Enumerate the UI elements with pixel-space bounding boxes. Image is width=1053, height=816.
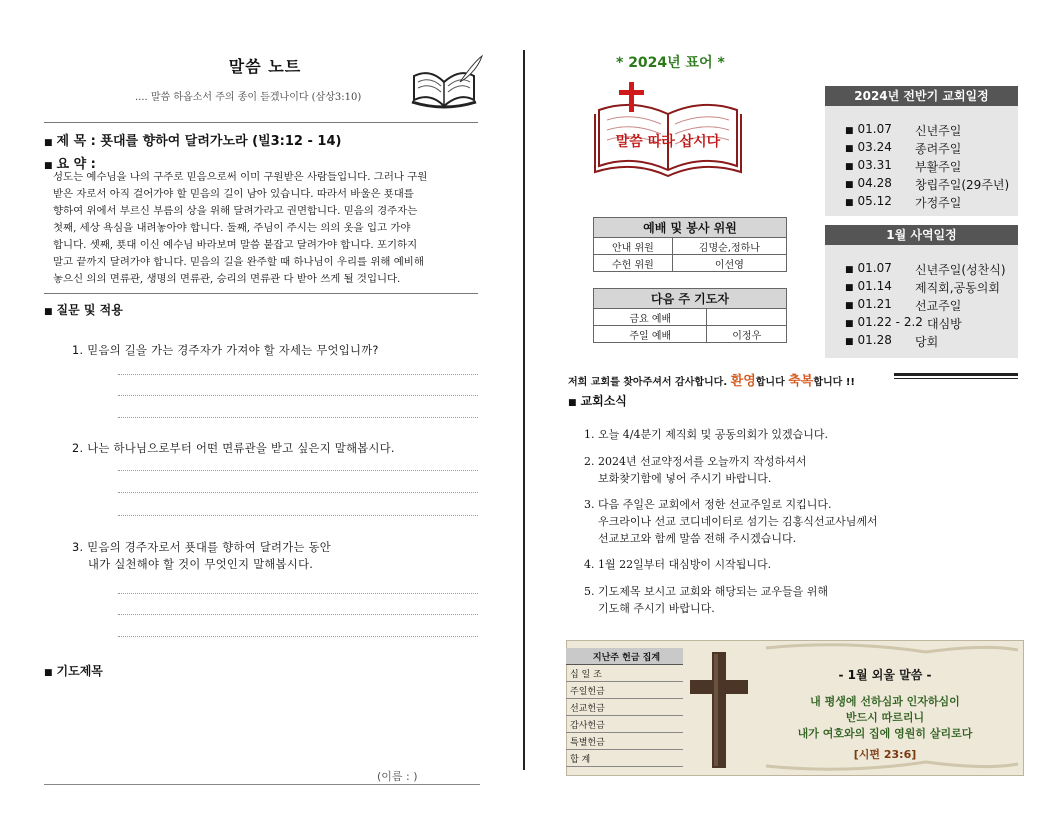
schedule-item: ■ 04.28 창립주일(29주년) (845, 176, 1010, 192)
answer-line[interactable] (118, 395, 478, 396)
schedule-item: ■ 05.12 가정주일 (845, 194, 962, 210)
table-row (594, 309, 787, 326)
summary-label: ■ 요 약 : (44, 157, 96, 172)
table-row: 합 계 (566, 750, 683, 767)
prayer-topics-label: ■ 기도제목 (44, 664, 103, 678)
notes-subtitle: .... 말씀 하옵소서 주의 종이 듣겠나이다 (삼상3:10) (135, 92, 362, 103)
answer-line[interactable] (118, 593, 478, 594)
table-row: 십 일 조 (566, 665, 683, 682)
january-schedule (825, 225, 1018, 358)
divider-rule (44, 293, 478, 294)
offering-header: 지난주 헌금 집계 (566, 648, 683, 665)
question-3: 3. 믿음의 경주자로서 푯대를 향하여 달려가는 동안 (72, 541, 331, 554)
welcome-message: 저희 교회를 찾아주셔서 감사합니다. 환영합니다 축복합니다 !! (568, 374, 855, 389)
role-cell: 안내 위원 (594, 238, 673, 255)
name-cell (707, 309, 787, 326)
schedule-item: ■ 01.14 제직회,공동의회 (845, 279, 1000, 295)
book-quill-icon (408, 52, 484, 110)
half-year-schedule (825, 86, 1018, 216)
answer-line[interactable] (118, 636, 478, 637)
table-row (594, 238, 787, 255)
table-row: 주일헌금 (566, 682, 683, 699)
schedule-item: ■ 01.07 신년주일 (845, 122, 962, 138)
year-motto: * 2024년 표어 * (616, 55, 725, 71)
questions-label: ■ 질문 및 적용 (44, 303, 123, 317)
verse-title: - 1월 외울 말씀 - (838, 668, 932, 682)
sermon-title: ■ 제 목 : 푯대를 향하여 달려가노라 (빌3:12 - 14) (44, 134, 342, 149)
name-cell: 이정우 (707, 326, 787, 343)
book-text: 말씀 따라 삽시다 (615, 134, 721, 150)
news-item: 3. 다음 주일은 교회에서 정한 선교주일로 지킵니다. 우크라이나 선교 코디네이터로 섬기는 김홍식선교사님께서 선교보고와 함께 말씀 전해 주시겠습니다. (584, 498, 878, 545)
answer-line[interactable] (118, 470, 478, 471)
table-row: 선교헌금 (566, 699, 683, 716)
schedule-item: ■ 01.28 당회 (845, 333, 939, 349)
schedule-item: ■ 01.07 신년주일(성찬식) (845, 261, 1006, 277)
question-3-cont: 내가 실천해야 할 것이 무엇인지 말해봅시다. (88, 558, 314, 571)
summary-line: 합니다. 셋째, 푯대 이신 예수님 바라보며 말씀 붙잡고 달려가야 합니다. 포기하지 (53, 239, 418, 251)
bible-icon (593, 80, 743, 180)
answer-line[interactable] (118, 614, 478, 615)
role-cell: 금요 예배 (594, 309, 707, 326)
summary-line: 놓으신 의의 면류관, 생명의 면류관, 승리의 면류관 다 받아 쓰게 될 것입니다. (53, 273, 401, 285)
schedule-item: ■ 03.24 종려주일 (845, 140, 962, 156)
welcome-rule (894, 378, 1018, 379)
answer-line[interactable] (118, 492, 478, 493)
memory-verse: 내 평생에 선하심과 인자하심이 반드시 따르리니 내가 여호와의 집에 영원히 살리로다 (797, 695, 973, 740)
table-row: 감사헌금 (566, 716, 683, 733)
summary-line: 말고 끝까지 달려가야 합니다. 믿음의 길을 완주할 때 하나님이 우리를 위해 예비해 (53, 256, 424, 268)
schedule-item: ■ 01.22 - 2.2 대심방 (845, 315, 962, 331)
next-prayer-table (593, 288, 787, 343)
schedule-header: 1월 사역일정 (825, 225, 1018, 245)
name-cell: 김명순,정하나 (672, 238, 786, 255)
service-committee-table (593, 217, 787, 272)
answer-line[interactable] (118, 515, 478, 516)
summary-body (53, 169, 479, 288)
column-divider (523, 50, 525, 770)
cross-icon (684, 650, 754, 770)
summary-line: 성도는 예수님을 나의 구주로 믿음으로써 이미 구원받은 사람들입니다. 그러나 구원 (53, 171, 428, 183)
welcome-rule (894, 373, 1018, 376)
role-cell: 주일 예배 (594, 326, 707, 343)
name-cell: 이선영 (672, 255, 786, 272)
schedule-item: ■ 01.21 선교주일 (845, 297, 962, 313)
schedule-item: ■ 03.31 부활주일 (845, 158, 962, 174)
schedule-header: 2024년 전반기 교회일정 (825, 86, 1018, 106)
verse-reference: [시편 23:6] (853, 748, 917, 761)
summary-line: 향하여 위에서 부르신 부름의 상을 위해 달려가라고 권면합니다. 믿음의 경주자는 (53, 205, 418, 217)
question-1: 1. 믿음의 길을 가는 경주자가 가져야 할 자세는 무엇입니까? (72, 344, 379, 357)
offering-table (566, 648, 683, 767)
notes-title: 말씀 노트 (228, 57, 302, 76)
news-item: 2. 2024년 선교약정서를 오늘까지 작성하셔서 보화찾기함에 넣어 주시기 바랍니다. (584, 455, 807, 485)
answer-line[interactable] (118, 417, 478, 418)
name-field[interactable]: (이름 : ) (377, 770, 418, 783)
summary-line: 받은 자로서 아직 걸어가야 할 믿음의 길이 남아 있습니다. 따라서 바울은 푯대를 (53, 188, 414, 200)
service-header: 예배 및 봉사 위원 (594, 218, 787, 238)
prayer-header: 다음 주 기도자 (594, 289, 787, 309)
role-cell: 수헌 위원 (594, 255, 673, 272)
church-news-label: ■ 교회소식 (568, 394, 627, 408)
table-row: 특별헌금 (566, 733, 683, 750)
news-item: 1. 오늘 4/4분기 제직회 및 공동의회가 있겠습니다. (584, 428, 828, 441)
table-row (594, 255, 787, 272)
table-row (594, 326, 787, 343)
news-item: 4. 1월 22일부터 대심방이 시작됩니다. (584, 558, 772, 571)
name-underline (44, 784, 480, 785)
answer-line[interactable] (118, 374, 478, 375)
divider-rule (44, 122, 478, 123)
news-item: 5. 기도제목 보시고 교회와 해당되는 교우들을 위해 기도해 주시기 바랍니다. (584, 585, 829, 615)
summary-line: 첫째, 세상 욕심을 내려놓아야 합니다. 둘째, 주님이 주시는 의의 옷을 입고 가야 (53, 222, 411, 234)
question-2: 2. 나는 하나님으로부터 어떤 면류관을 받고 싶은지 말해봅시다. (72, 442, 395, 455)
